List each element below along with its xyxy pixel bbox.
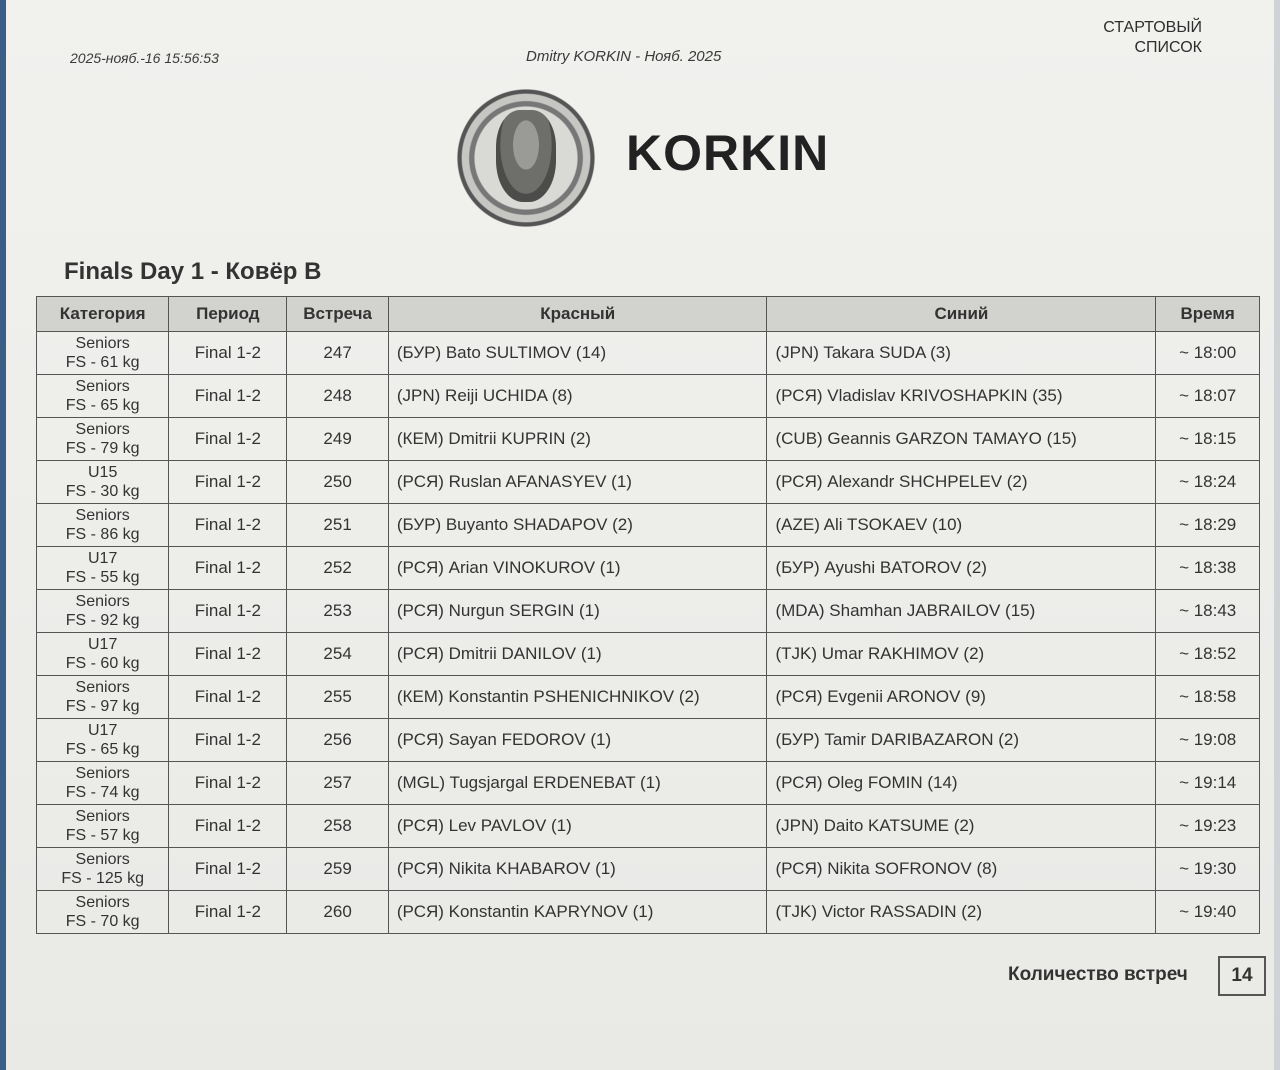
period-cell-text: Final 1-2 (194, 601, 261, 620)
table-row (37, 719, 1260, 762)
period-cell (169, 375, 287, 418)
category-cell-line1: U15 (87, 464, 118, 481)
period-cell (169, 762, 287, 805)
match-number-cell-text: 257 (323, 773, 352, 792)
table-row (37, 332, 1260, 375)
match-number-cell-text: 259 (323, 859, 352, 878)
time-cell (1156, 504, 1260, 547)
category-cell-line2: FS - 30 kg (65, 483, 140, 500)
category-cell-line2: FS - 86 kg (65, 526, 140, 543)
period-cell (169, 461, 287, 504)
document-type (1103, 18, 1202, 58)
blue-wrestler-cell (767, 504, 1156, 547)
time-cell-text: ~ 19:08 (1179, 730, 1237, 749)
category-cell-line2: FS - 61 kg (65, 354, 140, 371)
time-cell-text: ~ 18:58 (1179, 687, 1237, 706)
category-cell (37, 719, 169, 762)
blue-wrestler-cell (767, 332, 1156, 375)
red-wrestler-cell (388, 375, 767, 418)
blue-wrestler-cell-text: (TJK) Victor RASSADIN (2) (775, 902, 983, 921)
red-wrestler-cell-text: (БУР) Bato SULTIMOV (14) (396, 343, 607, 362)
category-cell-line1: Seniors (75, 894, 130, 911)
time-cell (1156, 848, 1260, 891)
category-cell (37, 805, 169, 848)
table-row (37, 676, 1260, 719)
match-number-cell (287, 375, 389, 418)
blue-wrestler-cell-text: (JPN) Daito KATSUME (2) (775, 816, 975, 835)
match-number-cell-text: 253 (323, 601, 352, 620)
category-cell-line1: Seniors (75, 507, 130, 524)
red-wrestler-cell (388, 504, 767, 547)
time-cell-text: ~ 18:07 (1179, 386, 1237, 405)
document-type-line2: СПИСОК (1134, 39, 1202, 56)
red-wrestler-cell (388, 805, 767, 848)
red-wrestler-cell (388, 891, 767, 934)
time-cell (1156, 332, 1260, 375)
blue-wrestler-cell-text: (РСЯ) Nikita SOFRONOV (8) (775, 859, 998, 878)
blue-wrestler-cell (767, 633, 1156, 676)
time-cell-text: ~ 18:00 (1179, 343, 1237, 362)
col-header-red: Красный (388, 297, 767, 332)
category-cell-line2: FS - 97 kg (65, 698, 140, 715)
match-number-cell (287, 719, 389, 762)
col-header-blue: Синий (767, 297, 1156, 332)
blue-wrestler-cell (767, 461, 1156, 504)
blue-wrestler-cell-text: (БУР) Ayushi BATOROV (2) (775, 558, 987, 577)
category-cell (37, 762, 169, 805)
match-number-cell-text: 251 (323, 515, 352, 534)
red-wrestler-cell-text: (КЕМ) Konstantin PSHENICHNIKOV (2) (396, 687, 700, 706)
red-wrestler-cell (388, 332, 767, 375)
match-number-cell-text: 258 (323, 816, 352, 835)
period-cell (169, 590, 287, 633)
period-cell-text: Final 1-2 (194, 902, 261, 921)
category-cell-line1: U17 (87, 550, 118, 567)
blue-wrestler-cell (767, 848, 1156, 891)
table-row (37, 504, 1260, 547)
red-wrestler-cell-text: (РСЯ) Dmitrii DANILOV (1) (396, 644, 602, 663)
red-wrestler-cell (388, 719, 767, 762)
category-cell-line1: Seniors (75, 765, 130, 782)
table-row (37, 547, 1260, 590)
red-wrestler-cell (388, 547, 767, 590)
blue-wrestler-cell (767, 590, 1156, 633)
document-sheet (6, 0, 1274, 1070)
table-row (37, 633, 1260, 676)
period-cell (169, 633, 287, 676)
category-cell (37, 375, 169, 418)
red-wrestler-cell-text: (БУР) Buyanto SHADAPOV (2) (396, 515, 633, 534)
red-wrestler-cell (388, 418, 767, 461)
event-title: Dmitry KORKIN - Нояб. 2025 (526, 48, 722, 65)
blue-wrestler-cell-text: (TJK) Umar RAKHIMOV (2) (775, 644, 985, 663)
table-row (37, 891, 1260, 934)
time-cell-text: ~ 19:23 (1179, 816, 1237, 835)
period-cell (169, 891, 287, 934)
blue-wrestler-cell-text: (CUB) Geannis GARZON TAMAYO (15) (775, 429, 1077, 448)
time-cell (1156, 719, 1260, 762)
match-number-cell-text: 248 (323, 386, 352, 405)
blue-wrestler-cell (767, 547, 1156, 590)
blue-wrestler-cell (767, 891, 1156, 934)
category-cell-line2: FS - 70 kg (65, 913, 140, 930)
category-cell-line1: U17 (87, 636, 118, 653)
blue-wrestler-cell-text: (MDA) Shamhan JABRAILOV (15) (775, 601, 1036, 620)
category-cell (37, 461, 169, 504)
blue-wrestler-cell-text: (AZE) Ali TSOKAEV (10) (775, 515, 963, 534)
category-cell-line1: Seniors (75, 593, 130, 610)
category-cell (37, 590, 169, 633)
period-cell-text: Final 1-2 (194, 343, 261, 362)
table-row (37, 375, 1260, 418)
period-cell-text: Final 1-2 (194, 386, 261, 405)
match-number-cell-text: 260 (323, 902, 352, 921)
category-cell-line1: U17 (87, 722, 118, 739)
category-cell-line2: FS - 92 kg (65, 612, 140, 629)
match-number-cell (287, 805, 389, 848)
time-cell-text: ~ 19:40 (1179, 902, 1237, 921)
table-header-row (37, 297, 1260, 332)
blue-wrestler-cell (767, 805, 1156, 848)
red-wrestler-cell-text: (РСЯ) Ruslan AFANASYEV (1) (396, 472, 632, 491)
time-cell (1156, 418, 1260, 461)
time-cell-text: ~ 18:52 (1179, 644, 1237, 663)
match-count-label: Количество встреч (1008, 964, 1188, 985)
blue-wrestler-cell-text: (РСЯ) Alexandr SHCHPELEV (2) (775, 472, 1028, 491)
period-cell (169, 719, 287, 762)
start-list-table (36, 296, 1260, 934)
time-cell (1156, 461, 1260, 504)
category-cell-line2: FS - 60 kg (65, 655, 140, 672)
time-cell-text: ~ 18:38 (1179, 558, 1237, 577)
period-cell-text: Final 1-2 (194, 515, 261, 534)
blue-wrestler-cell (767, 418, 1156, 461)
table-row (37, 762, 1260, 805)
time-cell (1156, 590, 1260, 633)
period-cell (169, 805, 287, 848)
page-title: Finals Day 1 - Ковёр B (64, 258, 322, 285)
table-row (37, 805, 1260, 848)
category-cell-line1: Seniors (75, 378, 130, 395)
korkin-logo (446, 88, 846, 228)
match-number-cell (287, 418, 389, 461)
time-cell (1156, 676, 1260, 719)
blue-wrestler-cell-text: (РСЯ) Vladislav KRIVOSHAPKIN (35) (775, 386, 1063, 405)
time-cell-text: ~ 19:30 (1179, 859, 1237, 878)
red-wrestler-cell-text: (MGL) Tugsjargal ERDENEBAT (1) (396, 773, 661, 792)
col-header-category: Категория (37, 297, 169, 332)
match-number-cell-text: 249 (323, 429, 352, 448)
match-count-value: 14 (1218, 956, 1266, 996)
time-cell-text: ~ 18:15 (1179, 429, 1237, 448)
period-cell (169, 418, 287, 461)
time-cell-text: ~ 18:24 (1179, 472, 1237, 491)
category-cell-line2: FS - 57 kg (65, 827, 140, 844)
blue-wrestler-cell-text: (РСЯ) Oleg FOMIN (14) (775, 773, 958, 792)
period-cell-text: Final 1-2 (194, 558, 261, 577)
category-cell (37, 891, 169, 934)
period-cell-text: Final 1-2 (194, 859, 261, 878)
red-wrestler-cell (388, 461, 767, 504)
match-number-cell (287, 891, 389, 934)
red-wrestler-cell-text: (РСЯ) Konstantin KAPRYNOV (1) (396, 902, 654, 921)
table-row (37, 848, 1260, 891)
red-wrestler-cell (388, 676, 767, 719)
red-wrestler-cell-text: (РСЯ) Lev PAVLOV (1) (396, 816, 572, 835)
portrait-face-icon (496, 110, 556, 202)
red-wrestler-cell-text: (РСЯ) Sayan FEDOROV (1) (396, 730, 612, 749)
print-timestamp: 2025-нояб.-16 15:56:53 (70, 50, 219, 66)
category-cell-line1: Seniors (75, 679, 130, 696)
match-number-cell-text: 250 (323, 472, 352, 491)
time-cell-text: ~ 18:29 (1179, 515, 1237, 534)
match-number-cell (287, 676, 389, 719)
category-cell-line2: FS - 65 kg (65, 397, 140, 414)
period-cell-text: Final 1-2 (194, 429, 261, 448)
period-cell-text: Final 1-2 (194, 730, 261, 749)
match-number-cell (287, 461, 389, 504)
period-cell (169, 547, 287, 590)
time-cell (1156, 891, 1260, 934)
blue-wrestler-cell (767, 375, 1156, 418)
time-cell (1156, 633, 1260, 676)
category-cell (37, 676, 169, 719)
red-wrestler-cell-text: (КЕМ) Dmitrii KUPRIN (2) (396, 429, 591, 448)
time-cell-text: ~ 18:43 (1179, 601, 1237, 620)
match-number-cell (287, 633, 389, 676)
red-wrestler-cell (388, 590, 767, 633)
period-cell-text: Final 1-2 (194, 773, 261, 792)
table-row (37, 590, 1260, 633)
match-number-cell-text: 254 (323, 644, 352, 663)
category-cell (37, 332, 169, 375)
red-wrestler-cell (388, 848, 767, 891)
col-header-period: Период (169, 297, 287, 332)
period-cell (169, 676, 287, 719)
red-wrestler-cell-text: (JPN) Reiji UCHIDA (8) (396, 386, 573, 405)
blue-wrestler-cell-text: (JPN) Takara SUDA (3) (775, 343, 951, 362)
category-cell (37, 633, 169, 676)
match-number-cell (287, 762, 389, 805)
col-header-time: Время (1156, 297, 1260, 332)
blue-wrestler-cell-text: (РСЯ) Evgenii ARONOV (9) (775, 687, 986, 706)
time-cell-text: ~ 19:14 (1179, 773, 1237, 792)
blue-wrestler-cell-text: (БУР) Tamir DARIBAZARON (2) (775, 730, 1020, 749)
blue-wrestler-cell (767, 719, 1156, 762)
period-cell-text: Final 1-2 (194, 472, 261, 491)
category-cell (37, 504, 169, 547)
red-wrestler-cell-text: (РСЯ) Arian VINOKUROV (1) (396, 558, 621, 577)
period-cell (169, 848, 287, 891)
match-number-cell (287, 332, 389, 375)
red-wrestler-cell-text: (РСЯ) Nurgun SERGIN (1) (396, 601, 600, 620)
period-cell-text: Final 1-2 (194, 687, 261, 706)
blue-wrestler-cell (767, 762, 1156, 805)
period-cell-text: Final 1-2 (194, 644, 261, 663)
category-cell-line2: FS - 74 kg (65, 784, 140, 801)
match-number-cell-text: 255 (323, 687, 352, 706)
category-cell-line1: Seniors (75, 421, 130, 438)
match-number-cell-text: 252 (323, 558, 352, 577)
period-cell-text: Final 1-2 (194, 816, 261, 835)
category-cell-line2: FS - 125 kg (61, 870, 145, 887)
category-cell-line2: FS - 79 kg (65, 440, 140, 457)
match-number-cell (287, 590, 389, 633)
table-row (37, 418, 1260, 461)
red-wrestler-cell-text: (РСЯ) Nikita KHABAROV (1) (396, 859, 616, 878)
red-wrestler-cell (388, 633, 767, 676)
match-number-cell (287, 547, 389, 590)
category-cell-line1: Seniors (75, 335, 130, 352)
period-cell (169, 504, 287, 547)
match-number-cell (287, 848, 389, 891)
logo-text: KORKIN (626, 125, 830, 181)
time-cell (1156, 805, 1260, 848)
category-cell (37, 848, 169, 891)
match-number-cell-text: 247 (323, 343, 352, 362)
category-cell (37, 418, 169, 461)
red-wrestler-cell (388, 762, 767, 805)
category-cell-line1: Seniors (75, 851, 130, 868)
col-header-match: Встреча (287, 297, 389, 332)
time-cell (1156, 762, 1260, 805)
blue-wrestler-cell (767, 676, 1156, 719)
category-cell (37, 547, 169, 590)
match-number-cell-text: 256 (323, 730, 352, 749)
period-cell (169, 332, 287, 375)
category-cell-line2: FS - 65 kg (65, 741, 140, 758)
time-cell (1156, 547, 1260, 590)
match-number-cell (287, 504, 389, 547)
time-cell (1156, 375, 1260, 418)
table-row (37, 461, 1260, 504)
category-cell-line2: FS - 55 kg (65, 569, 140, 586)
category-cell-line1: Seniors (75, 808, 130, 825)
document-type-line1: СТАРТОВЫЙ (1103, 19, 1202, 36)
